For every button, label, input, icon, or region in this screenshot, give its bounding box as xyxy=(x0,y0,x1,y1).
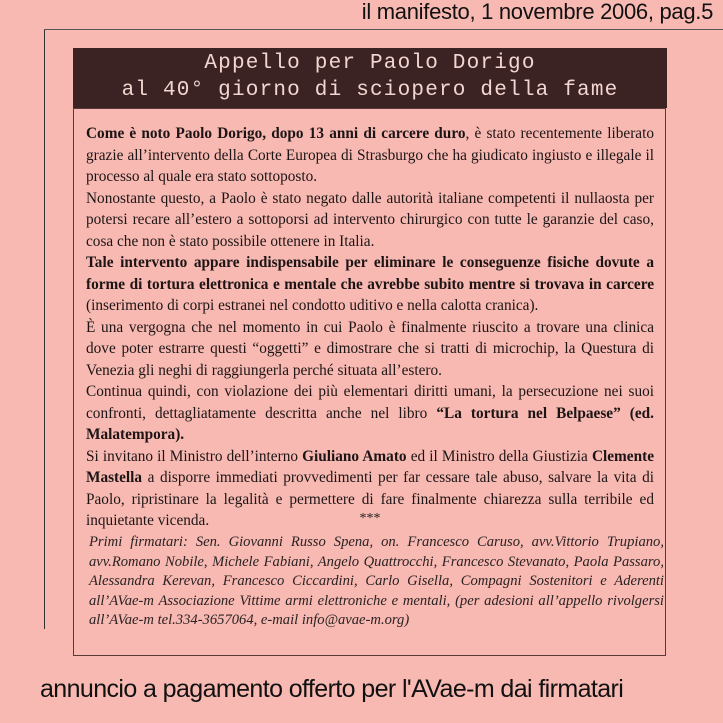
paragraph-6-text-c: a disporre immediati provvedimenti per far cessare tale abuso, salvare la vita di Paolo, ripristinare la legalità e permettere di fare finalmente chiarezza sulla terribile ed inquietante vicenda. xyxy=(86,469,654,529)
paragraph-2: Nonostante questo, a Paolo è stato negato dalle autorità italiane competenti il nullaosta per potersi recare all’estero a sottoporsi ad intervento chirurgico con tutte le garanzie del caso, cosa che non è stato possibile ottenere in Italia. xyxy=(86,189,654,250)
paragraph-5-text: Continua quindi, con violazione dei più elementari diritti umani, la persecuzione nei suoi confronti, dettagliatamente descritta anche nel libro xyxy=(86,383,654,422)
minister-name-2: Clemente Mastella xyxy=(86,447,654,486)
paragraph-1-text: , è stato recentemente liberato grazie all’intervento della Corte Europea di Strasburgo che ha giudicato ingiusto e illegale il processo al quale era stato sottoposto. xyxy=(86,125,654,185)
headline-banner xyxy=(73,48,667,108)
paragraph-3-lead: Tale intervento appare indispensabile per eliminare le conseguenze fisiche dovute a forme di tortura elettronica e mentale che avrebbe subito mentre si trovava in carcere xyxy=(86,254,654,293)
source-citation: il manifesto, 1 novembre 2006, pag.5 xyxy=(361,0,713,24)
article-body xyxy=(86,123,654,532)
footer-caption: annuncio a pagamento offerto per l'AVae-m dai firmatari xyxy=(40,675,624,703)
minister-name-1: Giuliano Amato xyxy=(302,447,407,465)
paragraph-5 xyxy=(86,381,654,446)
paragraph-6-text-b: ed il Ministro della Giustizia xyxy=(406,447,592,465)
paragraph-1 xyxy=(86,123,654,188)
headline-line-1: Appello per Paolo Dorigo xyxy=(204,52,536,75)
section-separator: *** xyxy=(359,511,381,526)
signatories-list: Primi firmatari: Sen. Giovanni Russo Spena, on. Francesco Caruso, avv.Vittorio Trupiano, avv.Romano Nobile, Michele Fabiani, Angelo Quattrocchi, Francesco Stevanato, Paola Passaro, Alessandra Kerevan, Francesco Ciccardini, Carlo Gisella, Compagni Sostenitori e Aderenti all’AVae-m Associazione Vittime armi elettroniche e mentali, (per adesioni all’appello rivolgersi all’AVae-m tel.334-3657064, e-mail info@avae-m.org) xyxy=(89,534,664,628)
paragraph-3-text: (inserimento di corpi estranei nel condotto uditivo e nella calotta cranica). xyxy=(86,297,539,314)
top-rule xyxy=(44,29,723,30)
paragraph-4: È una vergogna che nel momento in cui Paolo è finalmente riuscito a trovare una clinica dove poter estrarre questi “oggetti” e dimostrare che si tratti di microchip, la Questura di Venezia gli neghi di raggiungerla perché situata all’estero. xyxy=(86,318,654,379)
book-title: “La tortura nel Belpaese” (ed. Malatempora). xyxy=(86,404,654,443)
paragraph-6-text-a: Si invitano il Ministro dell’interno xyxy=(86,447,303,465)
paragraph-3 xyxy=(86,252,654,317)
column-rule xyxy=(44,29,45,629)
paragraph-1-lead: Come è noto Paolo Dorigo, dopo 13 anni di carcere duro xyxy=(86,125,466,142)
headline-line-2: al 40° giorno di sciopero della fame xyxy=(121,79,619,102)
